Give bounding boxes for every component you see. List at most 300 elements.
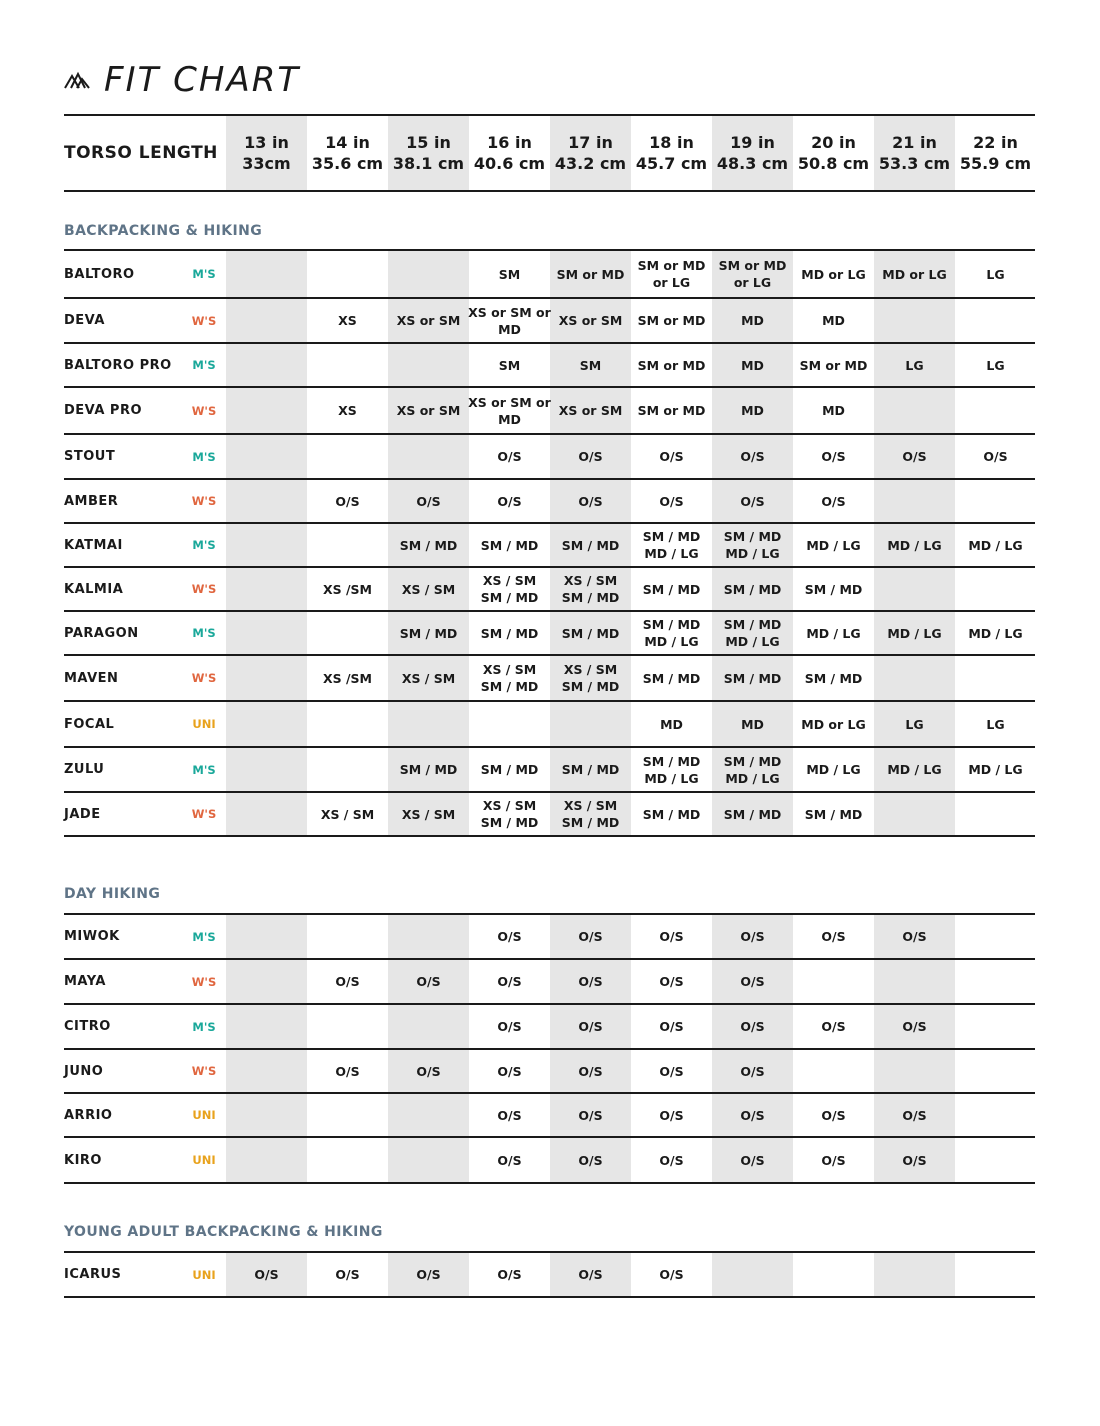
size-cell bbox=[388, 388, 469, 433]
size-text: O/S bbox=[740, 974, 765, 989]
size-text: XS or SM bbox=[396, 403, 461, 418]
size-cell bbox=[388, 251, 469, 297]
size-cell bbox=[793, 612, 874, 654]
size-text: XS / SM bbox=[482, 662, 537, 677]
size-cell bbox=[874, 1050, 955, 1092]
size-cell bbox=[226, 568, 307, 610]
size-text: O/S bbox=[659, 929, 684, 944]
size-cell bbox=[226, 793, 307, 835]
size-cell bbox=[712, 568, 793, 610]
size-cell bbox=[550, 1138, 631, 1182]
size-cell bbox=[388, 748, 469, 791]
pack-name: ARRIO bbox=[64, 1107, 113, 1123]
size-text: SM or MD bbox=[637, 313, 706, 328]
size-cell bbox=[226, 1005, 307, 1048]
size-text: SM / MD bbox=[399, 625, 458, 641]
size-text: O/S bbox=[416, 1267, 441, 1282]
size-cell bbox=[955, 299, 1036, 342]
torso-centimeters: 33cm bbox=[242, 154, 291, 173]
size-text: MD bbox=[822, 403, 845, 418]
size-text: O/S bbox=[659, 974, 684, 989]
size-cell bbox=[307, 748, 388, 791]
size-cell bbox=[307, 388, 388, 433]
size-text: O/S bbox=[416, 974, 441, 989]
size-cell bbox=[469, 568, 550, 610]
torso-column-header bbox=[631, 116, 712, 190]
section-title: BACKPACKING & HIKING bbox=[64, 223, 263, 239]
gender-badge: M'S bbox=[192, 538, 216, 552]
size-text: XS bbox=[338, 313, 357, 328]
size-text: XS / SM bbox=[482, 798, 537, 813]
size-cell bbox=[955, 656, 1036, 700]
size-cell bbox=[550, 612, 631, 654]
size-cell bbox=[388, 435, 469, 478]
size-text: MD / LG bbox=[644, 546, 699, 561]
size-cell bbox=[874, 251, 955, 297]
pack-name: PARAGON bbox=[64, 625, 139, 641]
size-cell bbox=[469, 344, 550, 386]
size-cell bbox=[307, 251, 388, 297]
size-cell bbox=[469, 793, 550, 835]
size-text: MD / LG bbox=[887, 625, 942, 641]
gender-badge: UNI bbox=[192, 1153, 216, 1167]
size-cell bbox=[226, 915, 307, 958]
size-cell bbox=[631, 748, 712, 791]
gender-badge: W'S bbox=[191, 582, 217, 596]
size-text: SM / MD bbox=[642, 806, 701, 822]
size-cell bbox=[631, 1050, 712, 1092]
size-text: XS / SM bbox=[563, 662, 618, 677]
size-cell bbox=[955, 960, 1036, 1003]
pack-name: CITRO bbox=[64, 1019, 111, 1034]
size-cell bbox=[631, 960, 712, 1003]
size-cell bbox=[874, 299, 955, 342]
size-cell bbox=[226, 656, 307, 700]
torso-length-label: TORSO LENGTH bbox=[64, 143, 218, 163]
size-text: MD or LG bbox=[882, 266, 947, 282]
size-cell bbox=[469, 524, 550, 566]
size-cell bbox=[631, 656, 712, 700]
size-text: MD bbox=[741, 403, 764, 418]
table-row bbox=[64, 915, 1035, 958]
gender-badge: UNI bbox=[192, 717, 216, 731]
size-text: SM / MD bbox=[642, 581, 701, 597]
size-cell bbox=[388, 1005, 469, 1048]
size-cell bbox=[631, 1005, 712, 1048]
size-cell bbox=[388, 702, 469, 746]
gender-badge: M'S bbox=[192, 626, 216, 640]
size-cell bbox=[226, 388, 307, 433]
size-text: SM or MD bbox=[718, 258, 787, 273]
torso-inches: 16 in bbox=[487, 133, 532, 152]
table-row bbox=[64, 299, 1035, 342]
size-cell bbox=[469, 299, 550, 342]
torso-column-header bbox=[307, 116, 388, 190]
size-text: O/S bbox=[902, 1152, 927, 1168]
pack-name: FOCAL bbox=[64, 716, 115, 732]
size-cell bbox=[874, 612, 955, 654]
gender-badge: M'S bbox=[192, 358, 216, 372]
size-cell bbox=[226, 1138, 307, 1182]
size-text: SM / MD bbox=[804, 806, 863, 822]
size-text: XS / SM bbox=[401, 670, 456, 686]
pack-name: BALTORO bbox=[64, 266, 135, 282]
size-cell bbox=[793, 388, 874, 433]
size-cell bbox=[550, 344, 631, 386]
pack-name: KALMIA bbox=[64, 581, 124, 597]
size-cell bbox=[955, 1253, 1036, 1296]
size-cell bbox=[712, 656, 793, 700]
size-cell bbox=[793, 1050, 874, 1092]
size-text: O/S bbox=[740, 1107, 765, 1123]
table-row bbox=[64, 656, 1035, 700]
size-cell bbox=[793, 1094, 874, 1136]
size-text: O/S bbox=[821, 1152, 846, 1168]
size-text: O/S bbox=[497, 1107, 522, 1123]
table-row bbox=[64, 568, 1035, 610]
size-cell bbox=[793, 435, 874, 478]
table-row bbox=[64, 748, 1035, 791]
torso-centimeters: 48.3 cm bbox=[716, 154, 789, 173]
pack-name: MIWOK bbox=[64, 929, 120, 944]
size-text: O/S bbox=[659, 493, 684, 509]
size-cell bbox=[226, 960, 307, 1003]
size-text: SM / MD bbox=[399, 537, 458, 553]
size-cell bbox=[631, 435, 712, 478]
size-cell bbox=[874, 960, 955, 1003]
size-cell bbox=[307, 702, 388, 746]
size-text: O/S bbox=[335, 1063, 360, 1079]
size-cell bbox=[550, 480, 631, 522]
table-row bbox=[64, 344, 1035, 386]
size-cell bbox=[307, 480, 388, 522]
size-cell bbox=[712, 915, 793, 958]
pack-name: AMBER bbox=[64, 493, 119, 509]
size-text: LG bbox=[905, 716, 924, 732]
size-text: LG bbox=[986, 716, 1005, 732]
size-text: XS or SM bbox=[396, 313, 461, 328]
size-text: SM / MD bbox=[723, 581, 782, 597]
table-row bbox=[64, 793, 1035, 835]
table-row bbox=[64, 480, 1035, 522]
gender-badge: W'S bbox=[191, 313, 217, 328]
size-text: O/S bbox=[335, 493, 360, 509]
size-text: O/S bbox=[497, 1152, 522, 1168]
table-row bbox=[64, 960, 1035, 1003]
pack-name: JADE bbox=[64, 806, 101, 822]
size-cell bbox=[388, 656, 469, 700]
size-cell bbox=[793, 568, 874, 610]
size-text: O/S bbox=[497, 493, 522, 509]
size-cell bbox=[307, 612, 388, 654]
gender-badge: UNI bbox=[192, 1108, 216, 1122]
size-cell bbox=[550, 524, 631, 566]
size-text: or LG bbox=[652, 275, 691, 290]
size-cell bbox=[874, 344, 955, 386]
size-cell bbox=[793, 960, 874, 1003]
size-cell bbox=[388, 612, 469, 654]
size-text: MD / LG bbox=[806, 625, 861, 641]
pack-name: DEVA PRO bbox=[64, 403, 143, 418]
size-text: SM / MD bbox=[642, 670, 701, 686]
size-cell bbox=[712, 1005, 793, 1048]
table-row bbox=[64, 524, 1035, 566]
pack-name: MAVEN bbox=[64, 670, 119, 686]
size-text: SM / MD bbox=[561, 537, 620, 553]
size-text: SM / MD bbox=[399, 762, 458, 777]
size-text: SM / MD bbox=[804, 670, 863, 686]
size-cell bbox=[550, 656, 631, 700]
size-text: SM or MD bbox=[637, 258, 706, 273]
size-text: MD / LG bbox=[968, 537, 1023, 553]
size-text: LG bbox=[905, 357, 924, 373]
size-text: MD bbox=[660, 716, 683, 732]
size-text: SM / MD bbox=[480, 625, 539, 641]
size-cell bbox=[469, 1050, 550, 1092]
size-cell bbox=[226, 251, 307, 297]
size-cell bbox=[874, 656, 955, 700]
size-cell bbox=[388, 1050, 469, 1092]
size-cell bbox=[388, 1094, 469, 1136]
torso-length-header bbox=[64, 114, 1035, 192]
gender-badge: W'S bbox=[191, 807, 217, 821]
size-text: XS or SM bbox=[558, 313, 623, 328]
size-text: SM / MD bbox=[480, 679, 539, 694]
size-cell bbox=[631, 388, 712, 433]
size-cell bbox=[550, 915, 631, 958]
size-cell bbox=[550, 388, 631, 433]
torso-centimeters: 50.8 cm bbox=[797, 154, 870, 173]
size-cell bbox=[712, 702, 793, 746]
size-cell bbox=[793, 251, 874, 297]
size-cell bbox=[388, 568, 469, 610]
torso-centimeters: 35.6 cm bbox=[311, 154, 384, 173]
size-cell bbox=[712, 388, 793, 433]
gender-badge: M'S bbox=[192, 1019, 216, 1034]
size-text: XS / SM bbox=[401, 806, 456, 822]
size-text: LG bbox=[986, 266, 1005, 282]
size-cell bbox=[226, 702, 307, 746]
size-cell bbox=[631, 480, 712, 522]
size-cell bbox=[874, 524, 955, 566]
size-cell bbox=[550, 435, 631, 478]
size-cell bbox=[631, 793, 712, 835]
size-text: MD / LG bbox=[968, 762, 1023, 777]
size-cell bbox=[631, 702, 712, 746]
size-cell bbox=[388, 480, 469, 522]
size-text: SM / MD bbox=[480, 590, 539, 605]
size-cell bbox=[955, 568, 1036, 610]
size-cell bbox=[550, 251, 631, 297]
size-cell bbox=[874, 480, 955, 522]
size-text: SM or MD bbox=[637, 403, 706, 418]
size-text: O/S bbox=[740, 1019, 765, 1034]
size-cell bbox=[469, 960, 550, 1003]
size-text: XS / SM bbox=[563, 573, 618, 588]
torso-centimeters: 55.9 cm bbox=[959, 154, 1032, 173]
size-cell bbox=[388, 960, 469, 1003]
size-text: MD / LG bbox=[725, 634, 780, 649]
pack-name: KATMAI bbox=[64, 537, 123, 553]
table-row bbox=[64, 251, 1035, 297]
size-cell bbox=[550, 960, 631, 1003]
torso-column-header bbox=[955, 116, 1036, 190]
size-cell bbox=[793, 524, 874, 566]
size-cell bbox=[307, 960, 388, 1003]
size-text: MD bbox=[741, 357, 764, 373]
size-cell bbox=[469, 1253, 550, 1296]
size-cell bbox=[955, 251, 1036, 297]
section-title: YOUNG ADULT BACKPACKING & HIKING bbox=[64, 1224, 383, 1240]
size-cell bbox=[874, 388, 955, 433]
size-text: MD / LG bbox=[887, 537, 942, 553]
size-cell bbox=[712, 524, 793, 566]
size-cell bbox=[712, 344, 793, 386]
size-cell bbox=[955, 793, 1036, 835]
size-cell bbox=[307, 1005, 388, 1048]
size-cell bbox=[712, 480, 793, 522]
size-text: O/S bbox=[497, 974, 522, 989]
size-text: O/S bbox=[659, 1063, 684, 1079]
size-cell bbox=[874, 435, 955, 478]
size-text: O/S bbox=[578, 929, 603, 944]
size-cell bbox=[793, 702, 874, 746]
size-text: SM / MD bbox=[723, 529, 782, 544]
size-text: SM / MD bbox=[723, 617, 782, 632]
size-cell bbox=[955, 612, 1036, 654]
size-text: O/S bbox=[740, 1063, 765, 1079]
pack-name: ICARUS bbox=[64, 1267, 122, 1282]
pack-name: JUNO bbox=[64, 1063, 104, 1079]
table-row bbox=[64, 1005, 1035, 1048]
torso-inches: 21 in bbox=[892, 133, 937, 152]
size-text: O/S bbox=[821, 1107, 846, 1123]
size-text: O/S bbox=[578, 974, 603, 989]
size-text: LG bbox=[986, 357, 1005, 373]
size-cell bbox=[388, 793, 469, 835]
size-text: SM / MD bbox=[480, 537, 539, 553]
size-cell bbox=[874, 1005, 955, 1048]
size-cell bbox=[793, 793, 874, 835]
size-text: MD bbox=[741, 716, 764, 732]
size-text: or LG bbox=[733, 275, 772, 290]
size-cell bbox=[469, 702, 550, 746]
size-cell bbox=[955, 524, 1036, 566]
size-text: O/S bbox=[659, 1107, 684, 1123]
torso-centimeters: 43.2 cm bbox=[554, 154, 627, 173]
size-text: XS /SM bbox=[323, 670, 372, 686]
pack-name: ZULU bbox=[64, 762, 105, 777]
size-text: XS or SM bbox=[558, 403, 623, 418]
size-text: O/S bbox=[902, 929, 927, 944]
size-text: SM bbox=[498, 357, 521, 373]
size-cell bbox=[550, 1094, 631, 1136]
size-text: O/S bbox=[659, 1267, 684, 1282]
row-divider bbox=[64, 835, 1035, 837]
size-cell bbox=[874, 1138, 955, 1182]
torso-inches: 22 in bbox=[973, 133, 1018, 152]
torso-centimeters: 40.6 cm bbox=[473, 154, 546, 173]
size-cell bbox=[631, 299, 712, 342]
size-cell bbox=[712, 299, 793, 342]
size-cell bbox=[469, 435, 550, 478]
size-cell bbox=[793, 344, 874, 386]
size-cell bbox=[550, 793, 631, 835]
size-cell bbox=[469, 748, 550, 791]
mountain-logo-icon bbox=[64, 70, 90, 90]
size-text: SM / MD bbox=[723, 806, 782, 822]
size-cell bbox=[469, 1094, 550, 1136]
size-cell bbox=[955, 1094, 1036, 1136]
size-cell bbox=[955, 388, 1036, 433]
size-text: MD / LG bbox=[644, 634, 699, 649]
size-cell bbox=[307, 656, 388, 700]
size-text: XS / SM bbox=[563, 798, 618, 813]
size-cell bbox=[631, 915, 712, 958]
size-cell bbox=[631, 612, 712, 654]
torso-inches: 13 in bbox=[244, 133, 289, 152]
size-cell bbox=[388, 524, 469, 566]
size-text: O/S bbox=[902, 1107, 927, 1123]
section-title: DAY HIKING bbox=[64, 886, 161, 902]
torso-centimeters: 38.1 cm bbox=[392, 154, 465, 173]
size-cell bbox=[550, 568, 631, 610]
size-cell bbox=[388, 915, 469, 958]
size-text: MD bbox=[498, 411, 521, 427]
gender-badge: M'S bbox=[192, 449, 216, 464]
size-cell bbox=[469, 1138, 550, 1182]
size-cell bbox=[550, 299, 631, 342]
size-text: SM / MD bbox=[480, 762, 539, 777]
size-text: O/S bbox=[740, 929, 765, 944]
gender-badge: W'S bbox=[191, 494, 217, 508]
size-cell bbox=[712, 251, 793, 297]
size-cell bbox=[388, 1138, 469, 1182]
row-divider bbox=[64, 1296, 1035, 1298]
size-text: MD bbox=[741, 313, 764, 328]
size-cell bbox=[226, 1094, 307, 1136]
size-cell bbox=[226, 612, 307, 654]
size-cell bbox=[631, 344, 712, 386]
size-cell bbox=[469, 915, 550, 958]
size-cell bbox=[712, 793, 793, 835]
size-text: O/S bbox=[821, 493, 846, 509]
pack-name: KIRO bbox=[64, 1152, 102, 1168]
size-text: SM or MD bbox=[556, 266, 625, 282]
size-text: SM or MD bbox=[637, 357, 706, 373]
size-cell bbox=[226, 1050, 307, 1092]
size-cell bbox=[307, 568, 388, 610]
size-cell bbox=[226, 524, 307, 566]
table-row bbox=[64, 612, 1035, 654]
size-text: SM bbox=[579, 357, 602, 373]
size-cell bbox=[226, 748, 307, 791]
table-row bbox=[64, 1050, 1035, 1092]
size-text: XS / SM bbox=[401, 581, 456, 597]
torso-inches: 18 in bbox=[649, 133, 694, 152]
size-cell bbox=[307, 1138, 388, 1182]
pack-name: MAYA bbox=[64, 974, 106, 989]
size-cell bbox=[307, 915, 388, 958]
size-text: O/S bbox=[335, 1267, 360, 1282]
size-cell bbox=[469, 1005, 550, 1048]
size-cell bbox=[955, 435, 1036, 478]
size-cell bbox=[793, 915, 874, 958]
size-text: SM / MD bbox=[561, 625, 620, 641]
size-text: XS or SM or bbox=[468, 304, 551, 320]
size-text: O/S bbox=[497, 929, 522, 944]
size-text: SM / MD bbox=[723, 753, 782, 769]
